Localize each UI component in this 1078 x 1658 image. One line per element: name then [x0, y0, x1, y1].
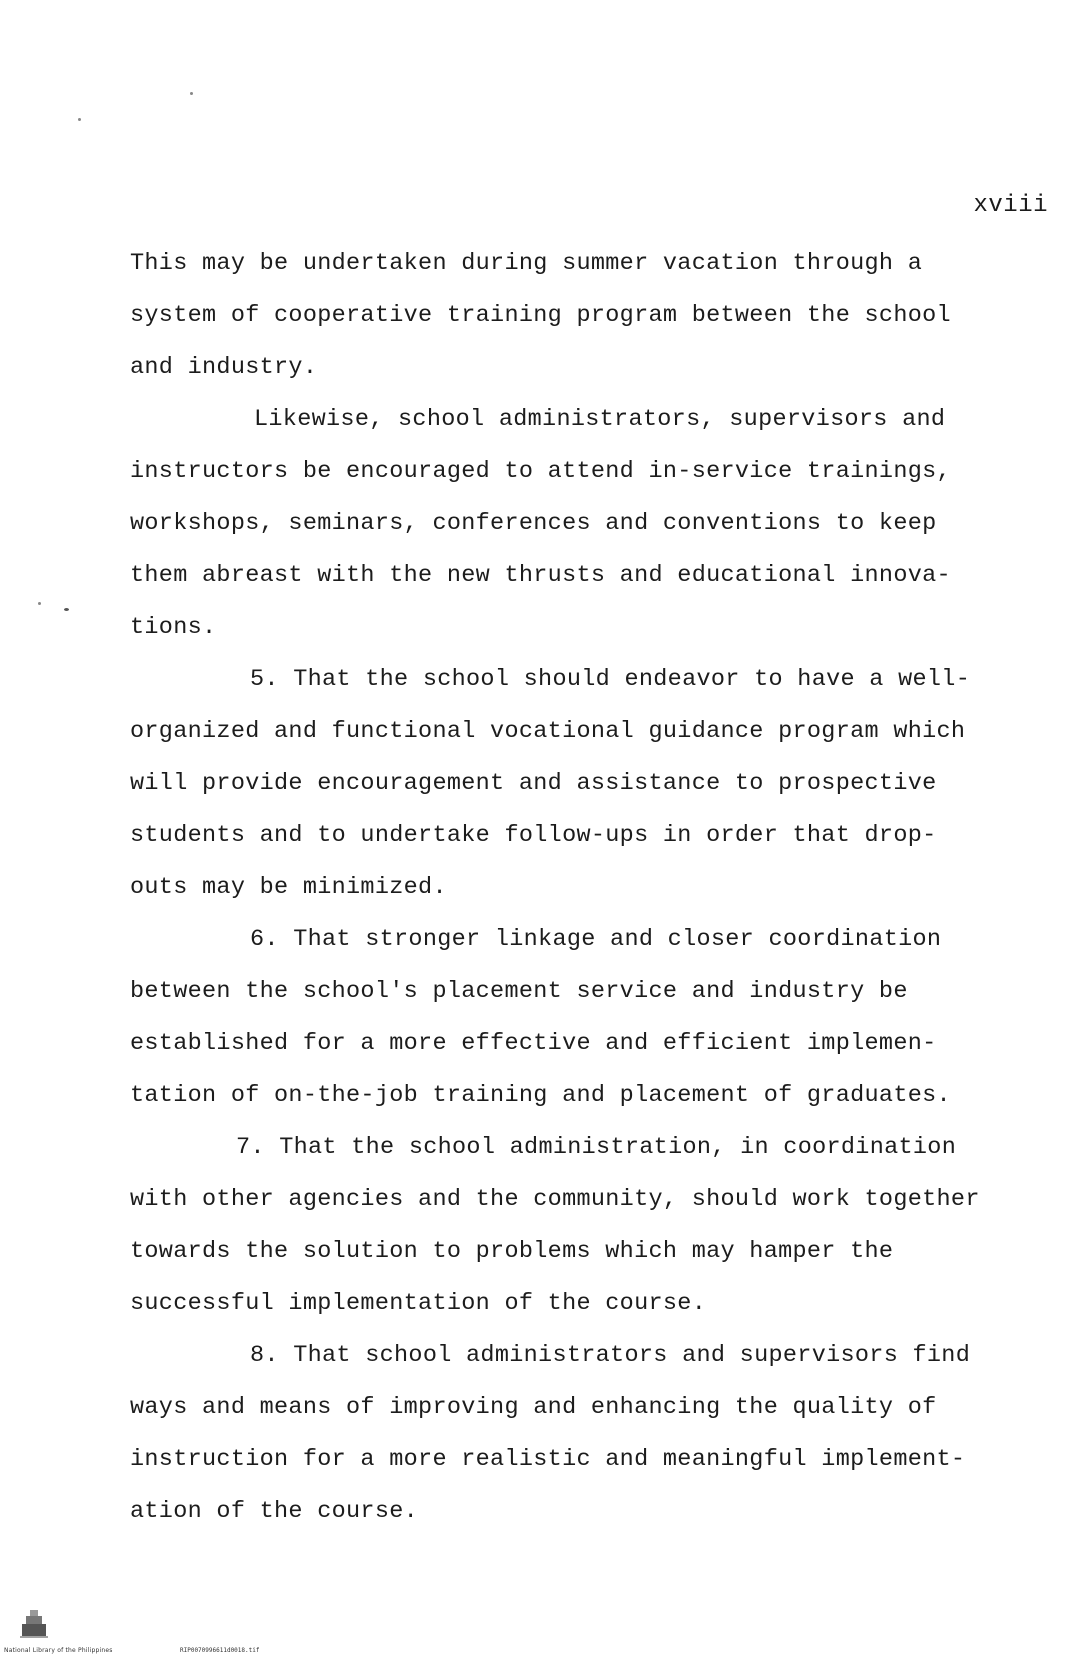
text-line: This may be undertaken during summer vacation through a — [130, 250, 923, 277]
text-line: will provide encouragement and assistance to prospective — [130, 770, 937, 797]
scan-speck — [78, 118, 81, 121]
text-line: tions. — [130, 614, 217, 641]
text-line: and industry. — [130, 354, 318, 381]
footer-file-name: RIP0070996611d0018.tif — [180, 1647, 260, 1654]
text-line: instructors be encouraged to attend in-service trainings, — [130, 458, 951, 485]
text-line: workshops, seminars, conferences and conventions to keep — [130, 510, 937, 537]
scan-speck — [64, 608, 69, 611]
item-5-start-line: 5. That the school should endeavor to have a well- — [250, 666, 971, 693]
text-line: established for a more effective and efficient implemen- — [130, 1030, 937, 1057]
text-line: them abreast with the new thrusts and educational innova- — [130, 562, 951, 589]
text-line: with other agencies and the community, should work together — [130, 1186, 980, 1213]
item-7-start-line: 7. That the school administration, in coordination — [236, 1134, 957, 1161]
text-line: successful implementation of the course. — [130, 1290, 707, 1317]
text-line: between the school's placement service and industry be — [130, 978, 908, 1005]
scan-speck — [38, 602, 41, 605]
body-text — [130, 238, 1050, 1538]
text-line: ways and means of improving and enhancing the quality of — [130, 1394, 937, 1421]
footer-library-name: National Library of the Philippines — [4, 1647, 113, 1654]
item-6-start-line: 6. That stronger linkage and closer coordination — [250, 926, 942, 953]
text-line: organized and functional vocational guidance program which — [130, 718, 966, 745]
text-line: tation of on-the-job training and placement of graduates. — [130, 1082, 951, 1109]
page-number: xviii — [973, 192, 1048, 219]
scan-speck — [190, 92, 193, 95]
text-line: towards the solution to problems which may hamper the — [130, 1238, 894, 1265]
text-line: instruction for a more realistic and meaningful implement- — [130, 1446, 966, 1473]
paragraph-start-line: Likewise, school administrators, supervisors and — [254, 406, 946, 433]
text-line: outs may be minimized. — [130, 874, 447, 901]
library-seal-icon — [14, 1608, 54, 1638]
text-line: students and to undertake follow-ups in order that drop- — [130, 822, 937, 849]
item-8-start-line: 8. That school administrators and supervisors find — [250, 1342, 971, 1369]
text-line: system of cooperative training program between the school — [130, 302, 951, 329]
text-line: ation of the course. — [130, 1498, 419, 1525]
scan-footer — [0, 1598, 1078, 1658]
